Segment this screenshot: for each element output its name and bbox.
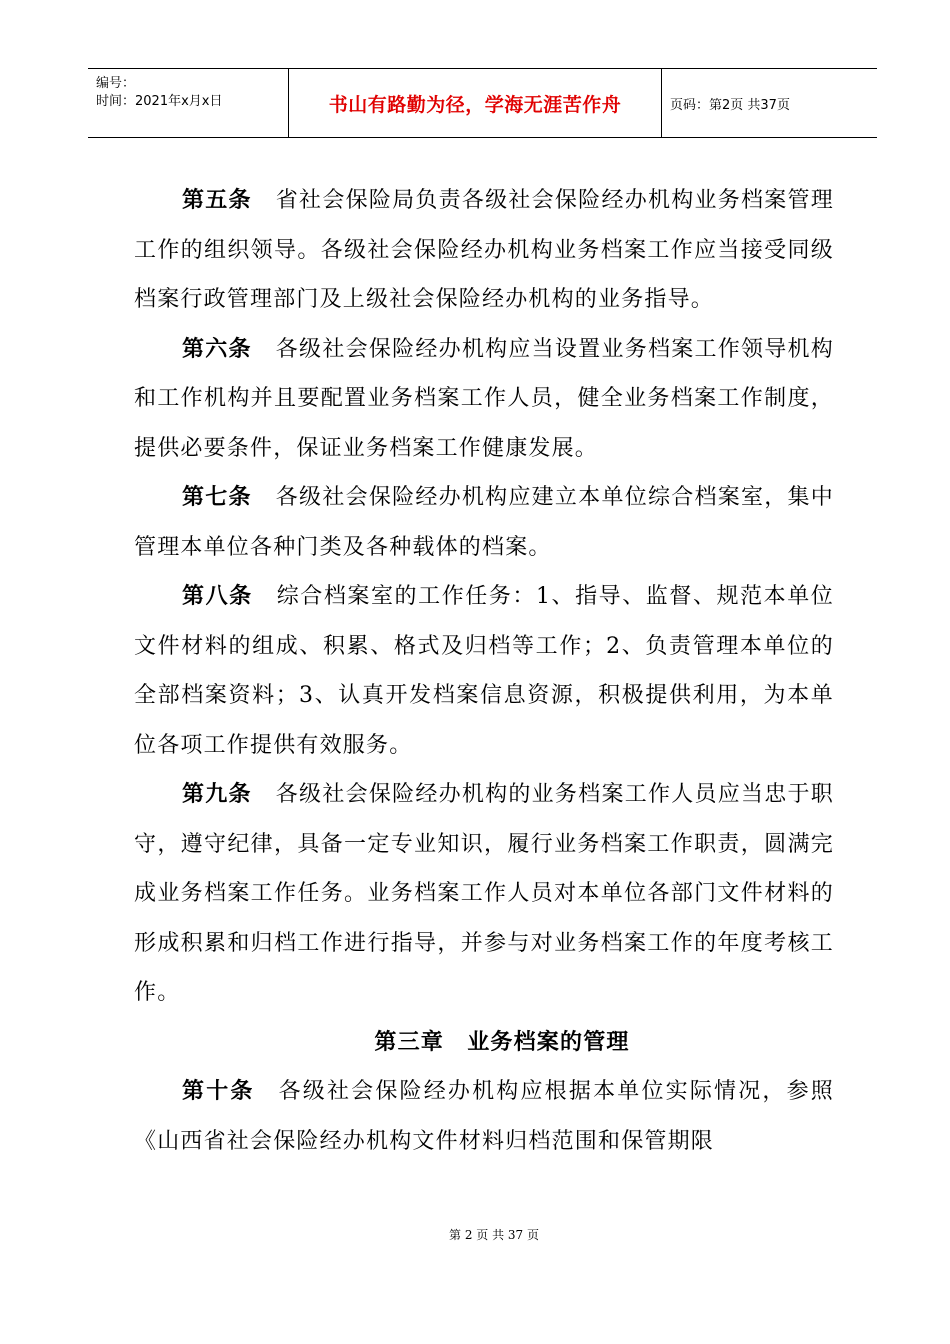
document-time-label: 时间：2021年x月x日 xyxy=(96,94,223,109)
page-footer: 第 2 页 共 37 页 xyxy=(449,1228,539,1242)
document-body xyxy=(134,176,834,1166)
article-5 xyxy=(134,176,834,325)
article-title: 第六条 xyxy=(182,336,252,362)
chapter-heading: 第三章 业务档案的管理 xyxy=(374,1029,630,1055)
article-text: 各级社会保险经办机构应建立本单位综合档案室，集中管理本单位各种门类及各种载体的档案。 xyxy=(134,485,834,560)
article-8 xyxy=(134,572,834,770)
header-meta xyxy=(88,69,288,137)
article-title: 第九条 xyxy=(182,782,252,807)
article-title: 第七条 xyxy=(182,485,252,510)
article-title: 第十条 xyxy=(182,1079,255,1104)
article-10 xyxy=(134,1067,834,1166)
article-text: 各级社会保险经办机构的业务档案工作人员应当忠于职守，遵守纪律，具备一定专业知识，履行业务档案工作职责，圆满完成业务档案工作任务。业务档案工作人员对本单位各部门文件材料的形成积累和归档工作进行指导，并参与对业务档案工作的年度考核工作。 xyxy=(134,782,834,1005)
article-6 xyxy=(134,325,834,474)
article-text: 各级社会保险经办机构应根据本单位实际情况，参照《山西省社会保险经办机构文件材料归档范围和保管期限 xyxy=(134,1079,834,1154)
document-number-label: 编号： xyxy=(96,76,136,91)
article-text: 各级社会保险经办机构应当设置业务档案工作领导机构和工作机构并且要配置业务档案工作人员，健全业务档案工作制度，提供必要条件，保证业务档案工作健康发展。 xyxy=(134,336,834,461)
article-title: 第八条 xyxy=(182,584,253,609)
header-page-info: 页码：第2页 共37页 xyxy=(670,97,790,113)
article-text: 综合档案室的工作任务：1、指导、监督、规范本单位文件材料的组成、积累、格式及归档等工作；2、负责管理本单位的全部档案资料；3、认真开发档案信息资源，积极提供利用，为本单位各项工作提供有效服务。 xyxy=(134,584,834,758)
header-motto: 书山有路勤为径，学海无涯苦作舟 xyxy=(288,69,662,137)
article-title: 第五条 xyxy=(182,188,252,213)
article-text: 省社会保险局负责各级社会保险经办机构业务档案管理工作的组织领导。各级社会保险经办机构业务档案工作应当接受同级档案行政管理部门及上级社会保险经办机构的业务指导。 xyxy=(134,188,834,312)
article-7 xyxy=(134,473,834,572)
article-9 xyxy=(134,770,834,1018)
document-header xyxy=(88,68,877,138)
